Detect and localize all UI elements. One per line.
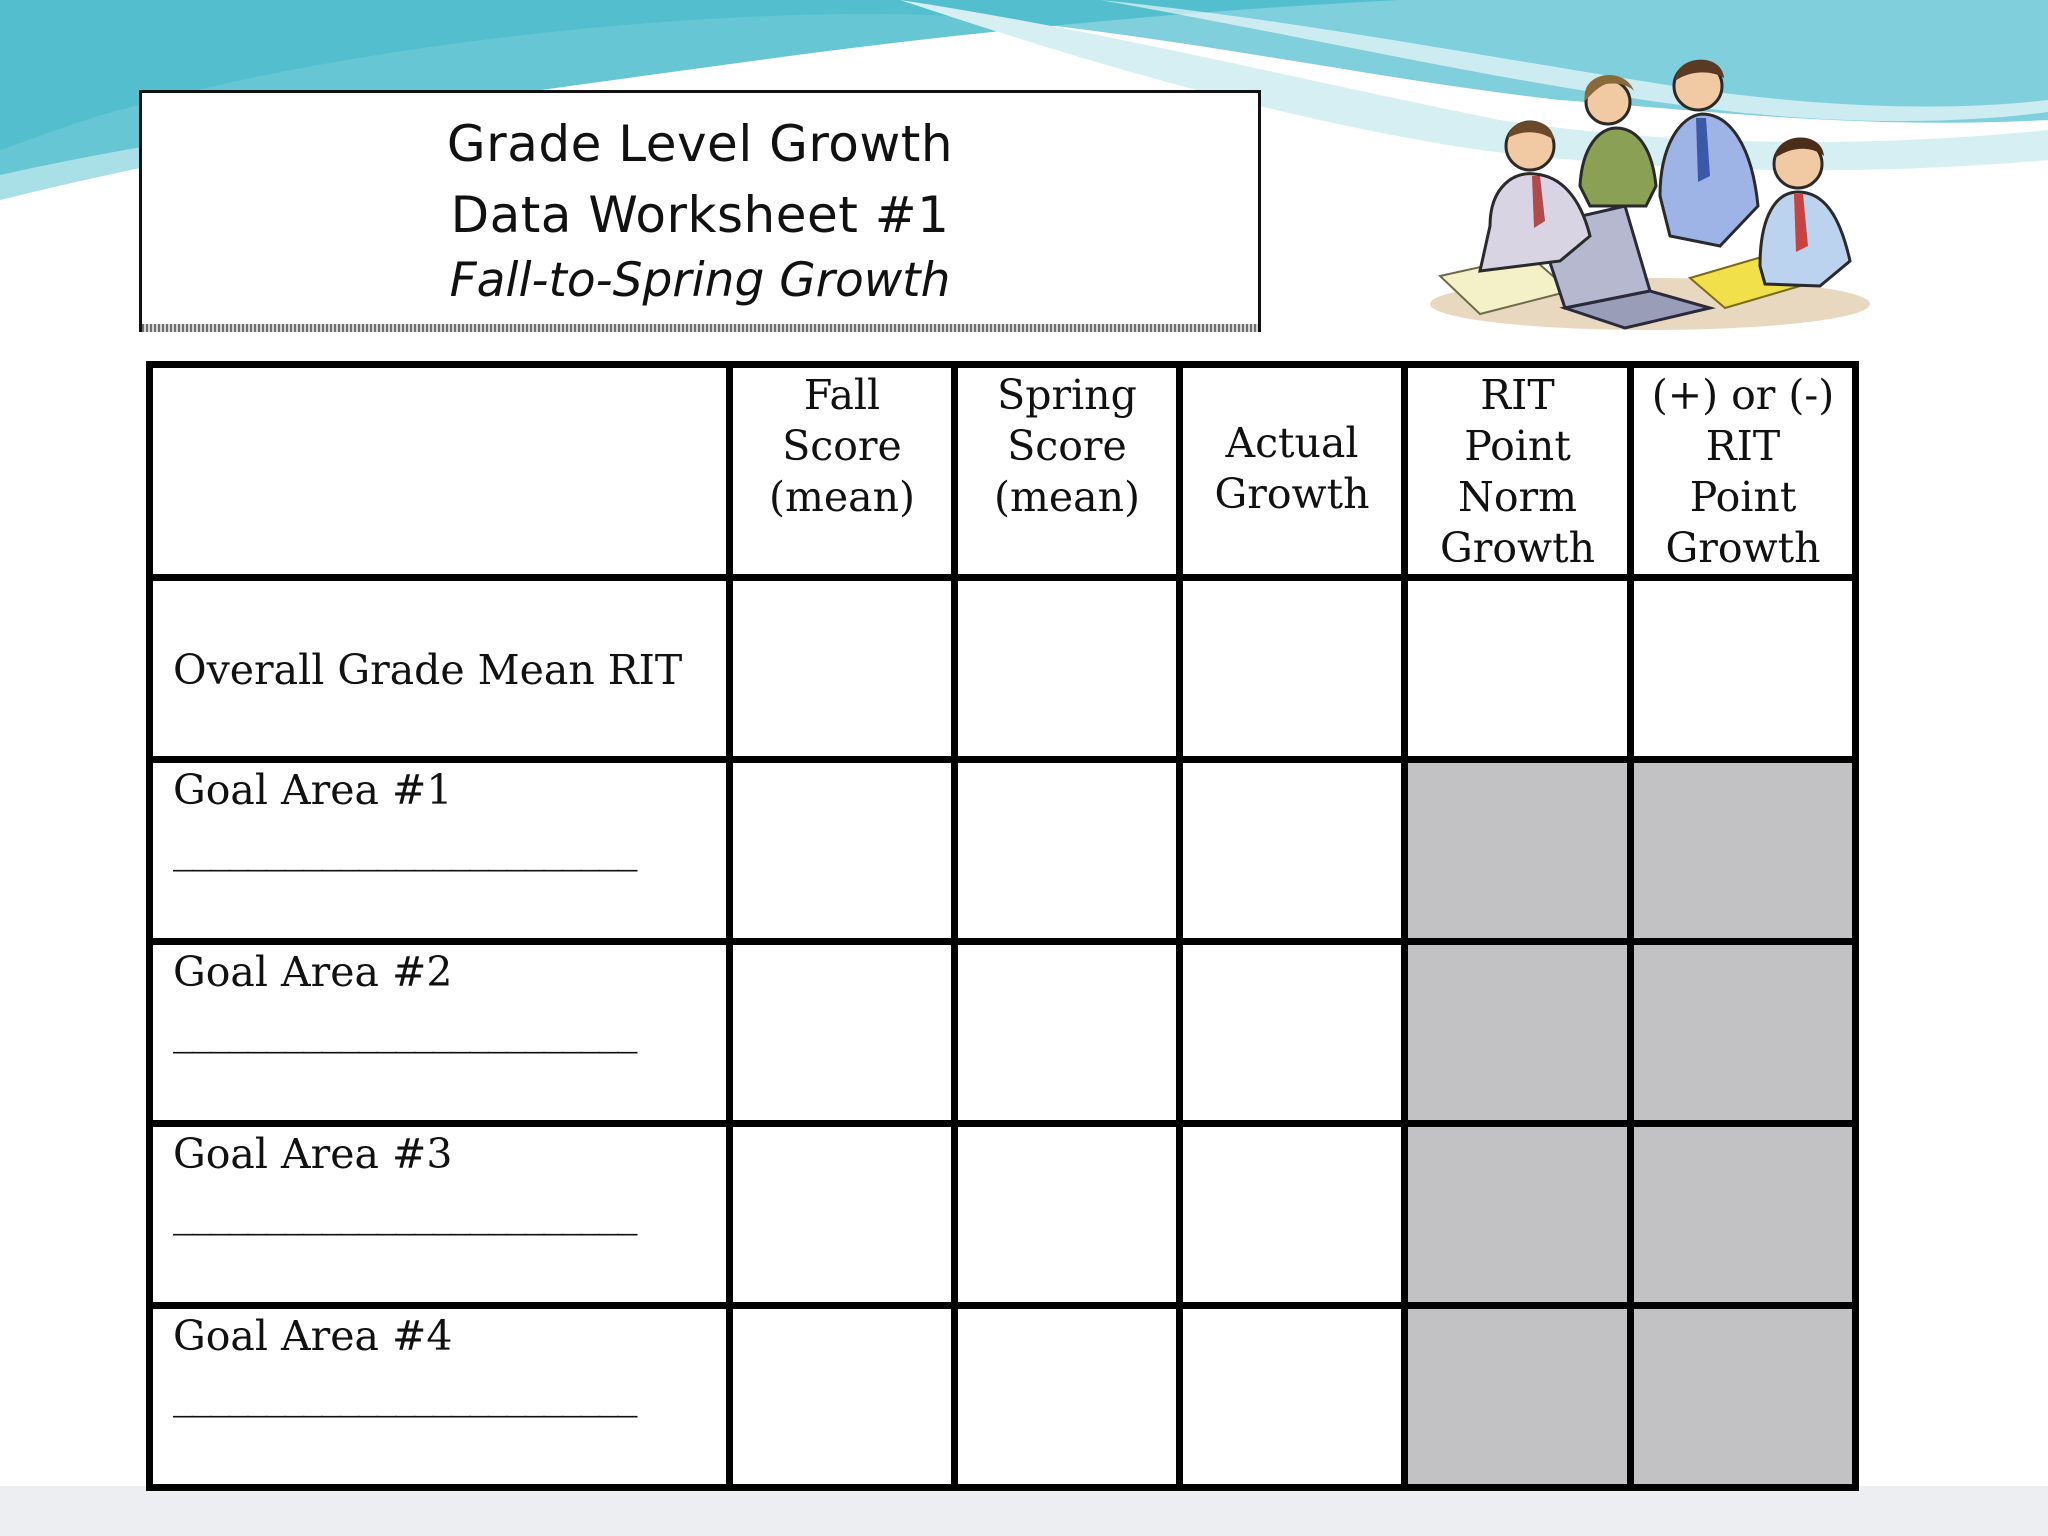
row-label-goal-4 xyxy=(150,1306,730,1488)
input-cell-norm-growth[interactable] xyxy=(1405,578,1631,760)
input-cell-fall[interactable] xyxy=(730,1306,955,1488)
table-header-row xyxy=(150,365,1856,578)
header-text: Growth xyxy=(1214,470,1370,518)
shaded-cell xyxy=(1405,1124,1631,1306)
header-rit-norm-growth xyxy=(1405,365,1631,578)
shaded-cell xyxy=(1405,760,1631,942)
input-cell-spring[interactable] xyxy=(955,1124,1180,1306)
row-label-text: Overall Grade Mean RIT xyxy=(173,645,683,694)
row-label-goal-2 xyxy=(150,942,730,1124)
input-cell-plus-minus[interactable] xyxy=(1631,578,1856,760)
shaded-cell xyxy=(1405,1306,1631,1488)
growth-worksheet-table xyxy=(146,361,1859,1491)
input-cell-actual-growth[interactable] xyxy=(1180,760,1405,942)
input-cell-spring[interactable] xyxy=(955,578,1180,760)
input-cell-fall[interactable] xyxy=(730,760,955,942)
input-cell-actual-growth[interactable] xyxy=(1180,1124,1405,1306)
row-label-text: Goal Area #1 xyxy=(173,766,453,814)
row-label-text: Goal Area #4 xyxy=(173,1312,453,1360)
header-actual-growth xyxy=(1180,365,1405,578)
header-text: Norm xyxy=(1457,473,1578,521)
header-text: Spring xyxy=(997,371,1137,419)
shaded-cell xyxy=(1631,1124,1856,1306)
table-row-goal-1 xyxy=(150,760,1856,942)
header-blank-cell xyxy=(150,365,730,578)
shaded-cell xyxy=(1631,1306,1856,1488)
table-row-goal-4 xyxy=(150,1306,1856,1488)
business-team-laptop-icon xyxy=(1420,46,1880,336)
input-cell-actual-growth[interactable] xyxy=(1180,942,1405,1124)
shaded-cell xyxy=(1631,942,1856,1124)
header-text: Actual xyxy=(1225,419,1359,467)
fill-in-blank-line[interactable]: _________________________ xyxy=(173,1188,636,1236)
shaded-cell xyxy=(1631,760,1856,942)
row-label-goal-3 xyxy=(150,1124,730,1306)
input-cell-actual-growth[interactable] xyxy=(1180,1306,1405,1488)
title-line-1: Grade Level Growth xyxy=(446,115,954,173)
header-text: (mean) xyxy=(994,473,1140,521)
header-fall-score xyxy=(730,365,955,578)
title-line-3-subtitle: Fall-to-Spring Growth xyxy=(449,253,951,308)
header-text: Growth xyxy=(1665,524,1821,572)
fill-in-blank-line[interactable]: _________________________ xyxy=(173,1006,636,1054)
header-text: RIT xyxy=(1480,371,1555,419)
table-row-overall xyxy=(150,578,1856,760)
header-text: Growth xyxy=(1439,524,1595,572)
input-cell-actual-growth[interactable] xyxy=(1180,578,1405,760)
shaded-cell xyxy=(1405,942,1631,1124)
input-cell-spring[interactable] xyxy=(955,760,1180,942)
title-line-2: Data Worksheet #1 xyxy=(450,186,950,244)
header-plus-minus-rit-growth xyxy=(1631,365,1856,578)
input-cell-fall[interactable] xyxy=(730,1124,955,1306)
title-box xyxy=(139,90,1261,332)
input-cell-fall[interactable] xyxy=(730,942,955,1124)
bottom-strip xyxy=(0,1486,2048,1536)
row-label-text: Goal Area #2 xyxy=(173,948,453,996)
fill-in-blank-line[interactable]: _________________________ xyxy=(173,824,636,872)
header-text: Point xyxy=(1464,422,1571,470)
table-row-goal-3 xyxy=(150,1124,1856,1306)
header-text: Score xyxy=(1007,422,1127,470)
header-text: Point xyxy=(1689,473,1797,521)
header-text: Score xyxy=(782,422,902,470)
input-cell-fall[interactable] xyxy=(730,578,955,760)
header-text: (+) or (-) xyxy=(1651,371,1835,419)
header-text: Fall xyxy=(803,371,881,419)
input-cell-spring[interactable] xyxy=(955,942,1180,1124)
fill-in-blank-line[interactable]: _________________________ xyxy=(173,1370,636,1418)
header-text: RIT xyxy=(1705,422,1781,470)
title-dotted-border xyxy=(142,324,1258,332)
header-spring-score xyxy=(955,365,1180,578)
row-label-overall xyxy=(150,578,730,760)
header-text: (mean) xyxy=(769,473,915,521)
row-label-text: Goal Area #3 xyxy=(173,1130,453,1178)
table-row-goal-2 xyxy=(150,942,1856,1124)
input-cell-spring[interactable] xyxy=(955,1306,1180,1488)
row-label-goal-1 xyxy=(150,760,730,942)
